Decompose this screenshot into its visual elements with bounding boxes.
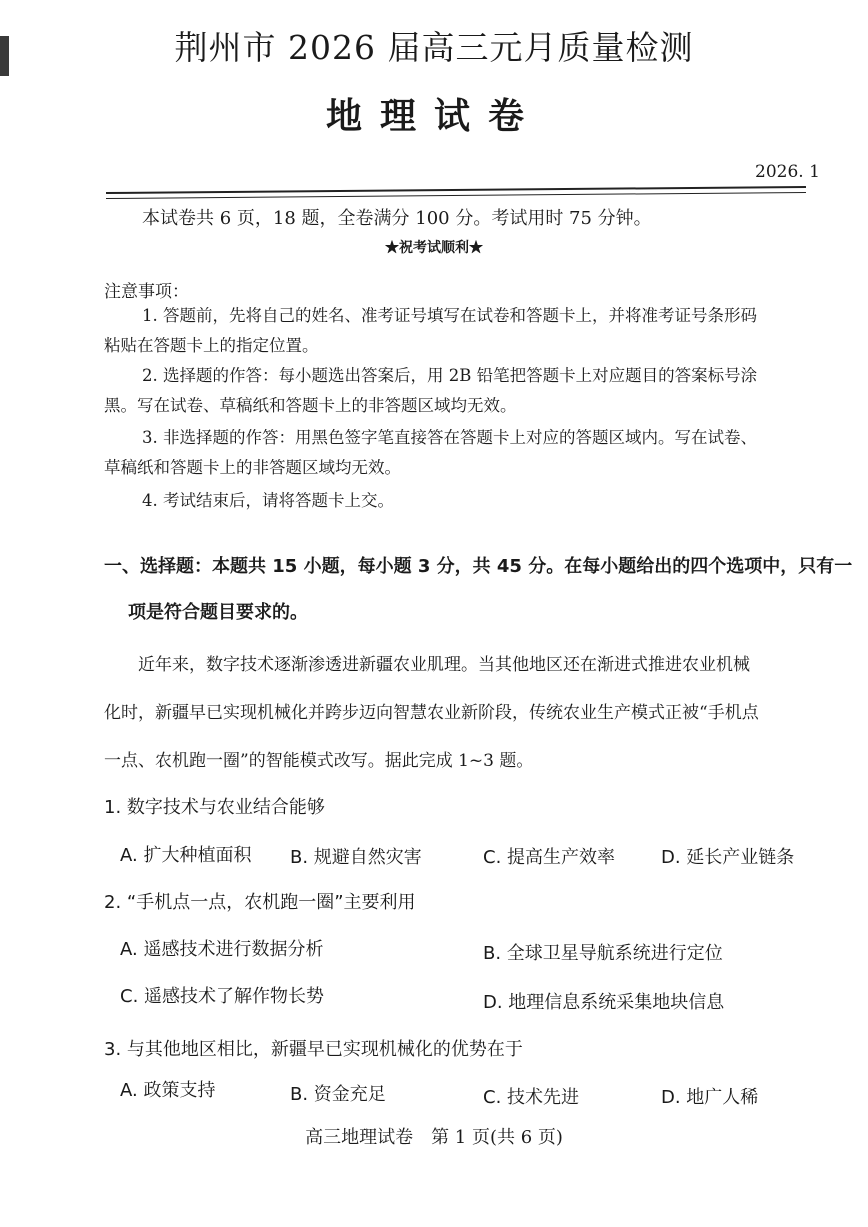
section-heading: 一、选择题：本题共 15 小题，每小题 3 分，共 45 分。在每小题给出的四个选项中，只有一 [104,556,853,577]
material-text-line-1: 近年来，数字技术逐渐渗透进新疆农业肌理。当其他地区还在渐进式推进农业机械 [138,655,750,675]
exam-date: 2026. 1 [755,162,820,182]
question-3-option-d: D. 地广人稀 [661,1087,759,1108]
notice-item-2-cont: 黑。写在试卷、草稿纸和答题卡上的非答题区域均无效。 [104,396,517,415]
question-3-option-c: C. 技术先进 [483,1087,580,1108]
question-3-option-a: A. 政策支持 [120,1080,216,1101]
question-3-option-b: B. 资金充足 [290,1084,386,1105]
question-2-option-d: D. 地理信息系统采集地块信息 [483,992,725,1013]
notice-item-1-cont: 粘贴在答题卡上的指定位置。 [104,336,319,355]
good-luck-text: ★祝考试顺利★ [385,240,483,256]
notice-item-3-cont: 草稿纸和答题卡上的非答题区域均无效。 [104,458,401,477]
question-1-option-d: D. 延长产业链条 [661,847,795,868]
question-2-stem: 2. “手机点一点，农机跑一圈”主要利用 [104,892,416,913]
question-1-option-b: B. 规避自然灾害 [290,847,422,868]
exam-subject: 地理试卷 [325,96,542,137]
notice-item-4: 4. 考试结束后，请将答题卡上交。 [142,491,394,510]
question-2-option-c: C. 遥感技术了解作物长势 [120,986,325,1007]
exam-title: 荆州市 2026 届高三元月质量检测 [174,28,694,67]
notice-heading: 注意事项： [104,282,189,302]
notice-item-1: 1. 答题前，先将自己的姓名、准考证号填写在试卷和答题卡上，并将准考证号条形码 [142,306,757,325]
question-1-option-c: C. 提高生产效率 [483,847,616,868]
question-1-stem: 1. 数字技术与农业结合能够 [104,797,325,818]
question-2-option-a: A. 遥感技术进行数据分析 [120,939,324,960]
material-text-line-2: 化时，新疆早已实现机械化并跨步迈向智慧农业新阶段，传统农业生产模式正被“手机点 [104,703,759,723]
page-footer: 高三地理试卷 第 1 页(共 6 页) [305,1127,563,1148]
question-1-option-a: A. 扩大种植面积 [120,845,252,866]
section-heading-cont: 项是符合题目要求的。 [128,602,308,623]
material-text-line-3: 一点、农机跑一圈”的智能模式改写。据此完成 1~3 题。 [104,751,534,771]
question-3-stem: 3. 与其他地区相比，新疆早已实现机械化的优势在于 [104,1039,523,1060]
notice-item-2: 2. 选择题的作答：每小题选出答案后，用 2B 铅笔把答题卡上对应题目的答案标号涂 [142,366,758,385]
notice-item-3: 3. 非选择题的作答：用黑色签字笔直接答在答题卡上对应的答题区域内。写在试卷、 [142,428,757,447]
exam-info: 本试卷共 6 页，18 题，全卷满分 100 分。考试用时 75 分钟。 [142,208,652,229]
question-2-option-b: B. 全球卫星导航系统进行定位 [483,943,723,964]
